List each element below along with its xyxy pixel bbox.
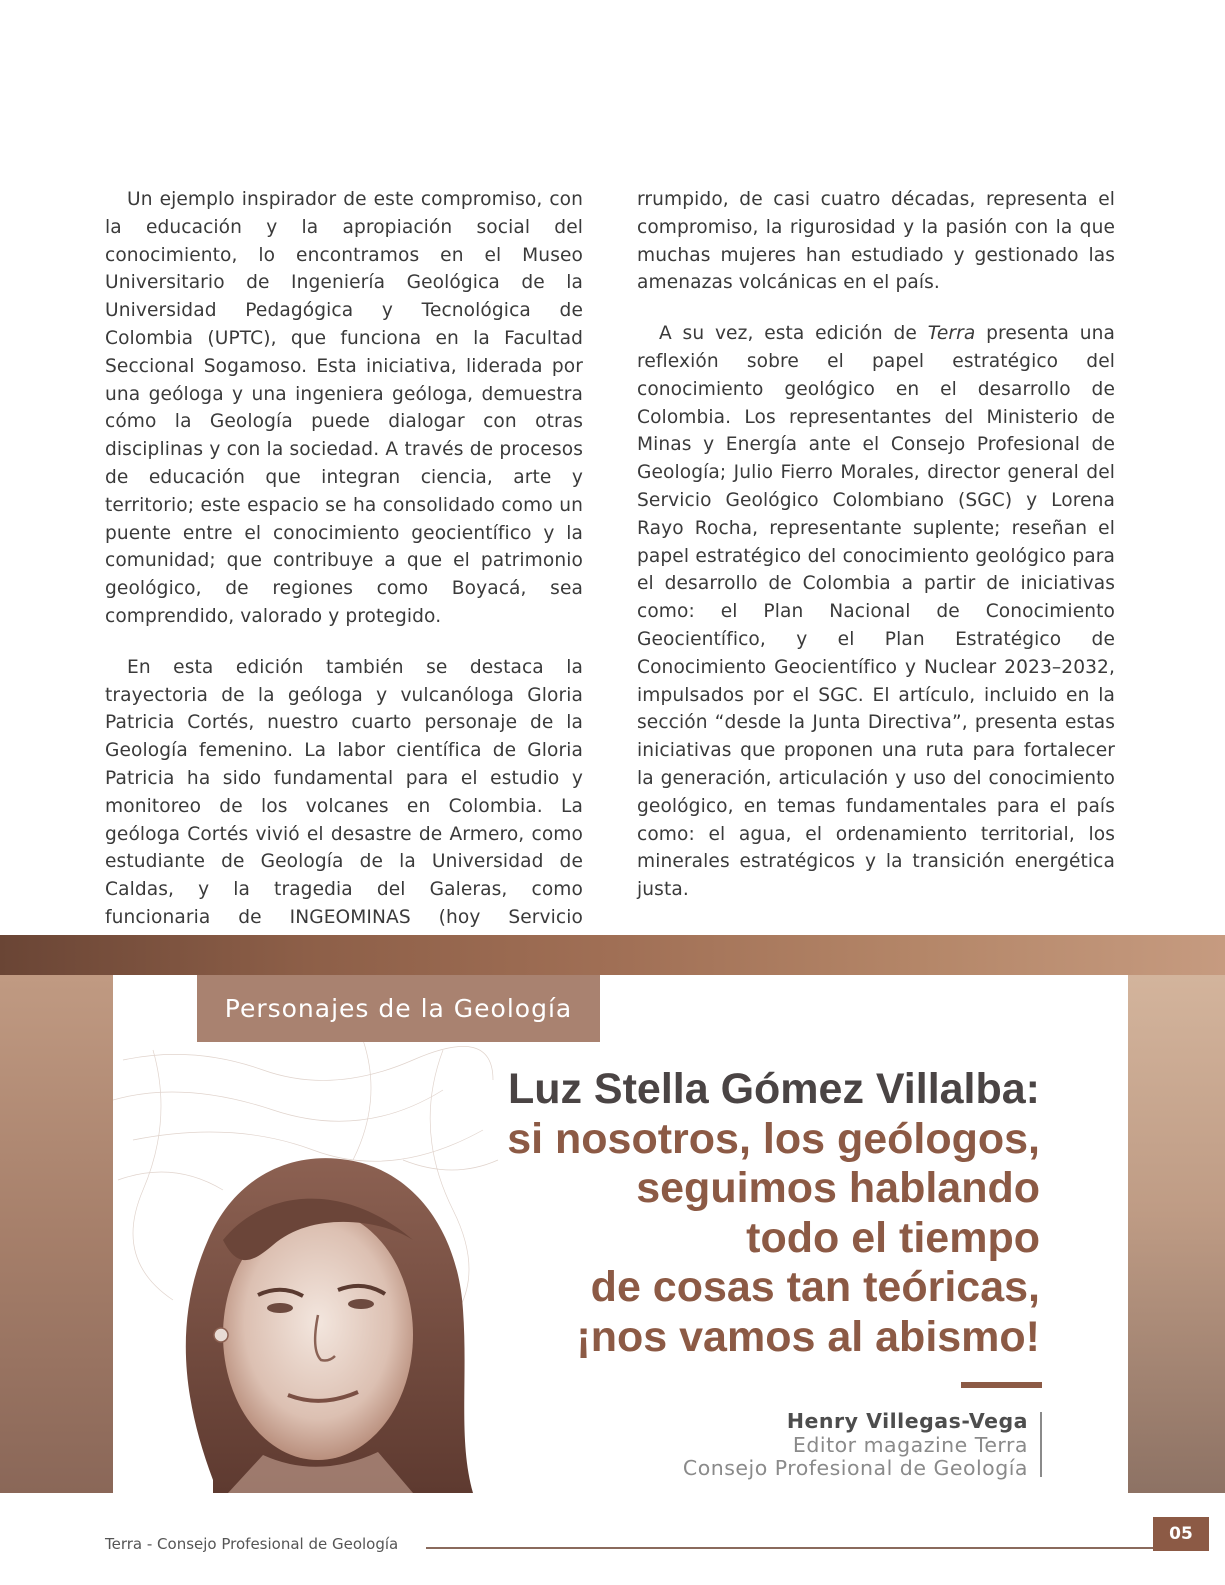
paragraph-terra-after: presenta una reflexión sobre el papel estratégico del conocimiento geológico en el desarrollo de Colombia. Los representantes del Ministerio de Minas y Energía ante el Consejo Profesional de Geología; Julio Fierro Morales, director general del Servicio Geológico Colombiano (SGC) y Lorena Rayo Rocha, representante suplente; reseñan el papel estratégico del conocimiento geológico para el desarrollo de Colombia a partir de iniciativas como: el Plan Nacional de Conocimiento Geocientífico, y el Plan Estratégico de Conocimiento Geocientífico y Nuclear 2023–2032, impulsados por el SGC. El artículo, incluido en la sección “desde la Junta Directiva”, presenta estas iniciativas que proponen una ruta para fortalecer la generación, articulación y uso del conocimiento geológico, en temas fundamentales para el país como: el agua, el ordenamiento territorial, los minerales estratégicos y la transición energética justa. <box>637 323 1115 901</box>
author-role: Editor magazine Terra <box>792 1432 1028 1457</box>
headline-quote-line: todo el tiempo <box>746 1213 1040 1262</box>
footer-publication: Terra - Consejo Profesional de Geología <box>105 1535 399 1553</box>
terra-italic: Terra <box>927 323 976 345</box>
author-organization: Consejo Profesional de Geología <box>682 1456 1028 1480</box>
headline-divider <box>961 1382 1042 1388</box>
headline-quote-line: seguimos hablando <box>636 1164 1040 1212</box>
author-credits <box>683 1410 1028 1481</box>
author-name: Henry Villegas-Vega <box>786 1409 1028 1433</box>
paragraph-continuation: rrumpido, de casi cuatro décadas, representa el compromiso, la rigurosidad y la pasión con la que muchas mujeres han estudiado y gestionado las amenazas volcánicas en el país. <box>637 189 1115 294</box>
feature-left-border <box>0 975 113 1493</box>
paragraph-terra-edition <box>637 320 1115 904</box>
headline-name: Luz Stella Gómez Villalba: <box>507 1065 1040 1113</box>
credits-divider <box>1040 1412 1042 1477</box>
paragraph-museo: Un ejemplo inspirador de este compromiso, con la educación y la apropiación social del conocimiento, lo encontramos en el Museo Universitario de Ingeniería Geológica de la Universidad Pedagógica y Tecnológica de Colombia (UPTC), que funciona en la Facultad Seccional Sogamoso. Esta iniciativa, liderada por una geóloga y una ingeniera geóloga, demuestra cómo la Geología puede dialogar con otras disciplinas y con la sociedad. A través de procesos de educación que integran ciencia, arte y territorio; este espacio se ha consolidado como un puente entre el conocimiento geocientífico y la comunidad; que contribuye a que el patrimonio geológico, de regiones como Boyacá, sea comprendido, valorado y protegido. <box>105 189 583 627</box>
left-column <box>105 186 583 983</box>
section-label: Personajes de la Geología <box>197 975 600 1042</box>
page-number: 05 <box>1153 1517 1209 1551</box>
headline-quote-line: de cosas tan teóricas, <box>590 1263 1040 1311</box>
headline-quote-line: si nosotros, los geólogos, <box>507 1114 1040 1163</box>
footer-rule <box>426 1547 1153 1549</box>
paragraph-terra-before: A su vez, esta edición de <box>659 323 928 345</box>
right-column <box>637 186 1115 927</box>
paragraph-gloria-cortes: En esta edición también se destaca la trayectoria de la geóloga y vulcanóloga Gloria Patricia Cortés, nuestro cuarto personaje de la Geología femenino. La labor científica de Gloria Patricia ha sido fundamental para el estudio y monitoreo de los volcanes en Colombia. La geóloga Cortés vivió el desastre de Armero, como estudiante de Geología de la Universidad de Caldas, y la tragedia del Galeras, como funcionaria de INGEOMINAS (hoy Servicio <box>105 656 583 928</box>
feature-headline <box>400 1065 1040 1362</box>
feature-right-border <box>1128 975 1225 1493</box>
headline-quote-line: ¡nos vamos al abismo! <box>576 1312 1040 1361</box>
feature-top-band <box>0 935 1225 975</box>
